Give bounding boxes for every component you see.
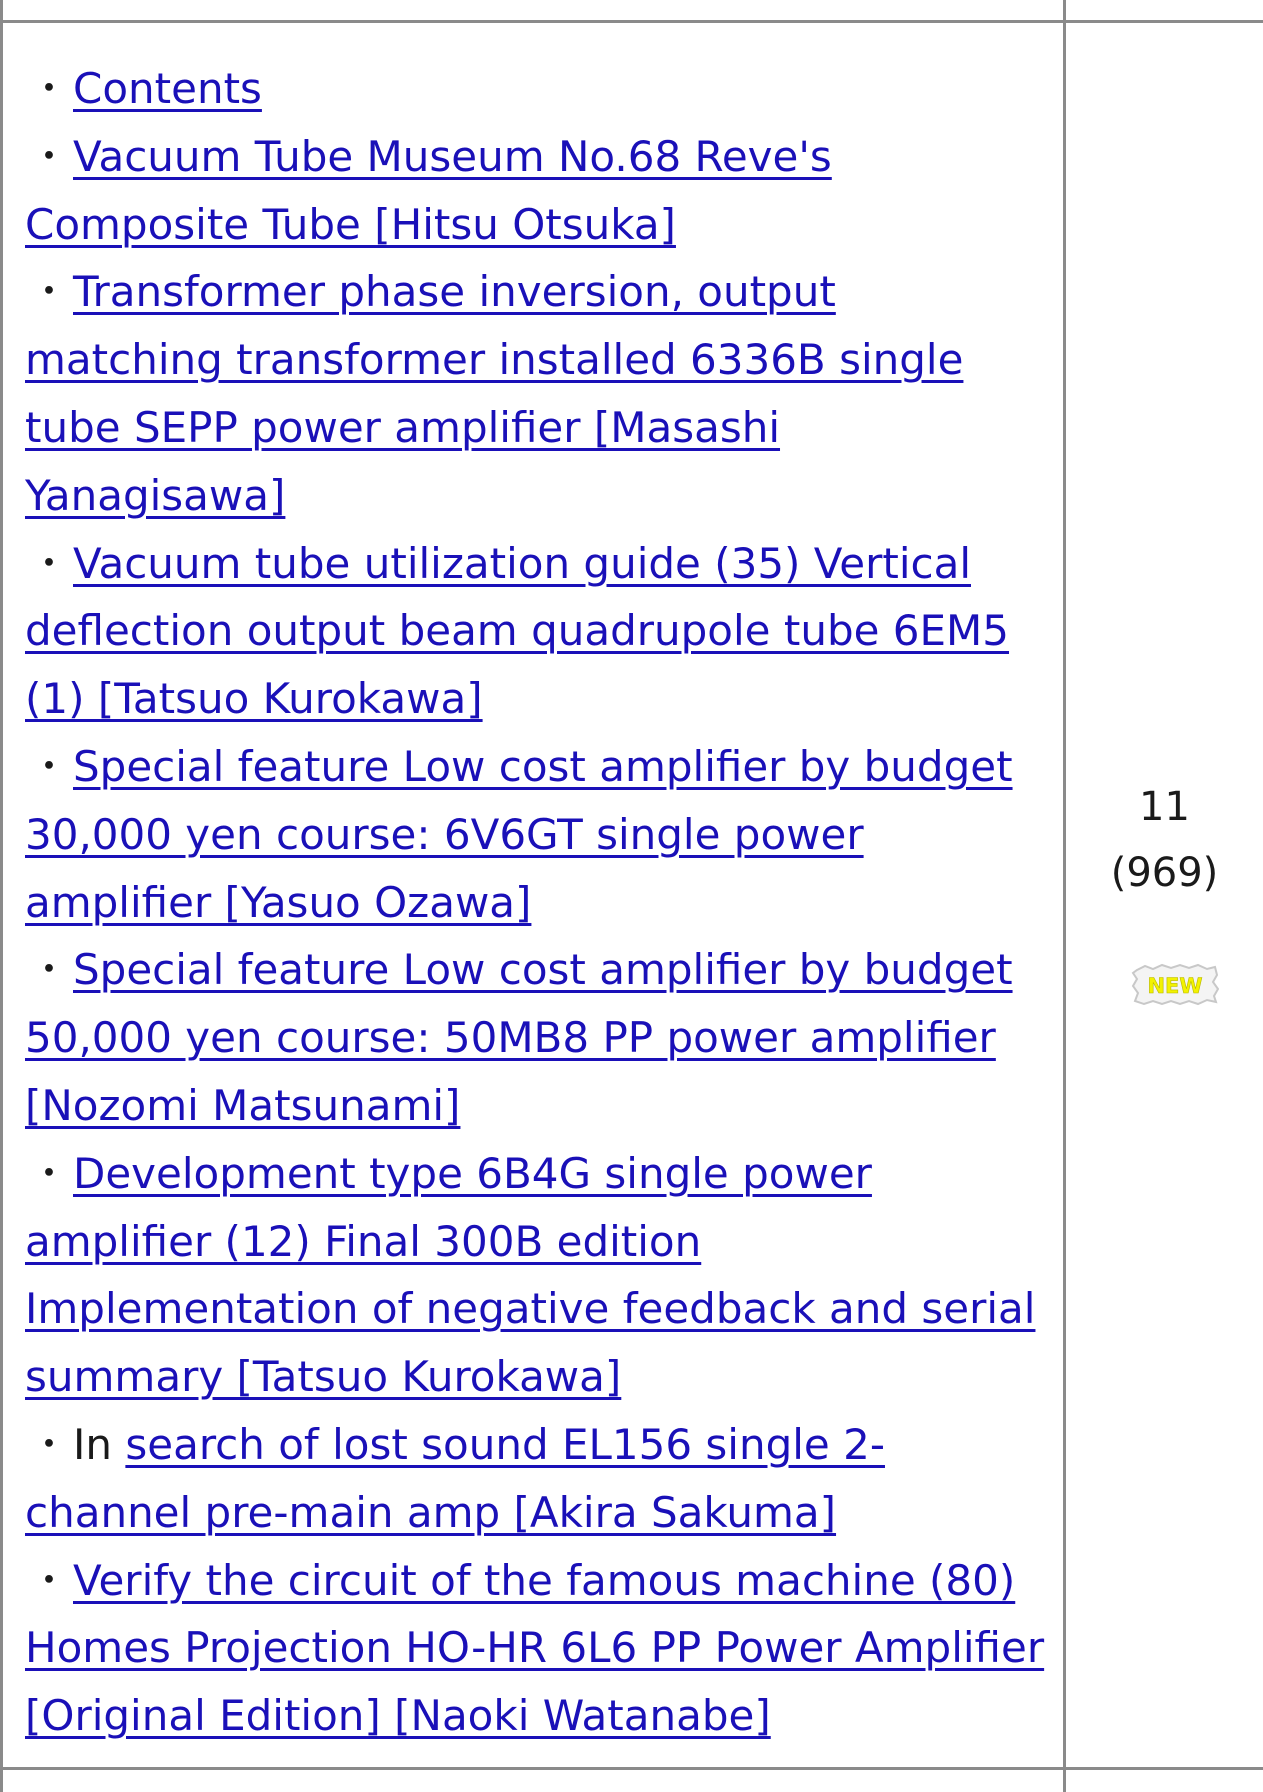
- list-item: [25, 733, 1045, 936]
- list-item: [25, 530, 1045, 733]
- list-item: [25, 55, 1045, 123]
- toc-link[interactable]: search of lost sound EL156 single 2-channel pre-main amp [Akira Sakuma]: [25, 1419, 885, 1537]
- toc-link-contents[interactable]: Contents: [73, 64, 262, 113]
- toc-link[interactable]: Special feature Low cost amplifier by budget 50,000 yen course: 50MB8 PP power amplifier [Nozomi Matsunami]: [25, 945, 1013, 1130]
- bullet: ・: [27, 1419, 70, 1469]
- list-item: [25, 258, 1045, 529]
- bullet: ・: [27, 1555, 70, 1605]
- list-item: [25, 936, 1045, 1139]
- list-item: [25, 1411, 1045, 1547]
- new-badge-icon: [1131, 962, 1219, 1006]
- issue-number: 11: [1139, 784, 1190, 830]
- bullet: ・: [27, 64, 70, 113]
- table-border-bottom: [0, 1767, 1263, 1770]
- table-border-left: [0, 0, 3, 1792]
- table-column-divider: [1063, 0, 1066, 1792]
- toc-link[interactable]: Vacuum tube utilization guide (35) Vertical deflection output beam quadrupole tube 6EM5 (1) [Tatsuo Kurokawa]: [25, 538, 1010, 724]
- issue-page-number: (969): [1110, 850, 1219, 896]
- toc-link[interactable]: Transformer phase inversion, output matching transformer installed 6336B single tube SEPP power amplifier [Masashi Yanagisawa]: [25, 267, 964, 520]
- table-of-contents-list: [25, 55, 1045, 1750]
- list-item: [25, 1547, 1045, 1750]
- toc-link[interactable]: Development type 6B4G single power amplifier (12) Final 300B edition Implementation of negative feedback and serial summary [Tatsuo Kurokawa]: [25, 1148, 1036, 1402]
- bullet: ・: [27, 131, 70, 181]
- toc-item-prefix: In: [73, 1419, 113, 1469]
- toc-link[interactable]: Vacuum Tube Museum No.68 Reve's Composite Tube [Hitsu Otsuka]: [25, 131, 832, 249]
- bullet: ・: [27, 945, 70, 995]
- list-item: [25, 123, 1045, 259]
- bullet: ・: [27, 267, 70, 317]
- table-border-top: [0, 20, 1263, 23]
- bullet: ・: [27, 1148, 70, 1198]
- bullet: ・: [27, 741, 70, 791]
- new-badge-label: NEW: [1147, 974, 1203, 998]
- bullet: ・: [27, 538, 70, 588]
- list-item: [25, 1140, 1045, 1411]
- toc-link[interactable]: Verify the circuit of the famous machine (80) Homes Projection HO-HR 6L6 PP Power Amplifier [Original Edition] [Naoki Watanabe]: [25, 1555, 1045, 1741]
- toc-link[interactable]: Special feature Low cost amplifier by budget 30,000 yen course: 6V6GT single power amplifier [Yasuo Ozawa]: [25, 741, 1013, 927]
